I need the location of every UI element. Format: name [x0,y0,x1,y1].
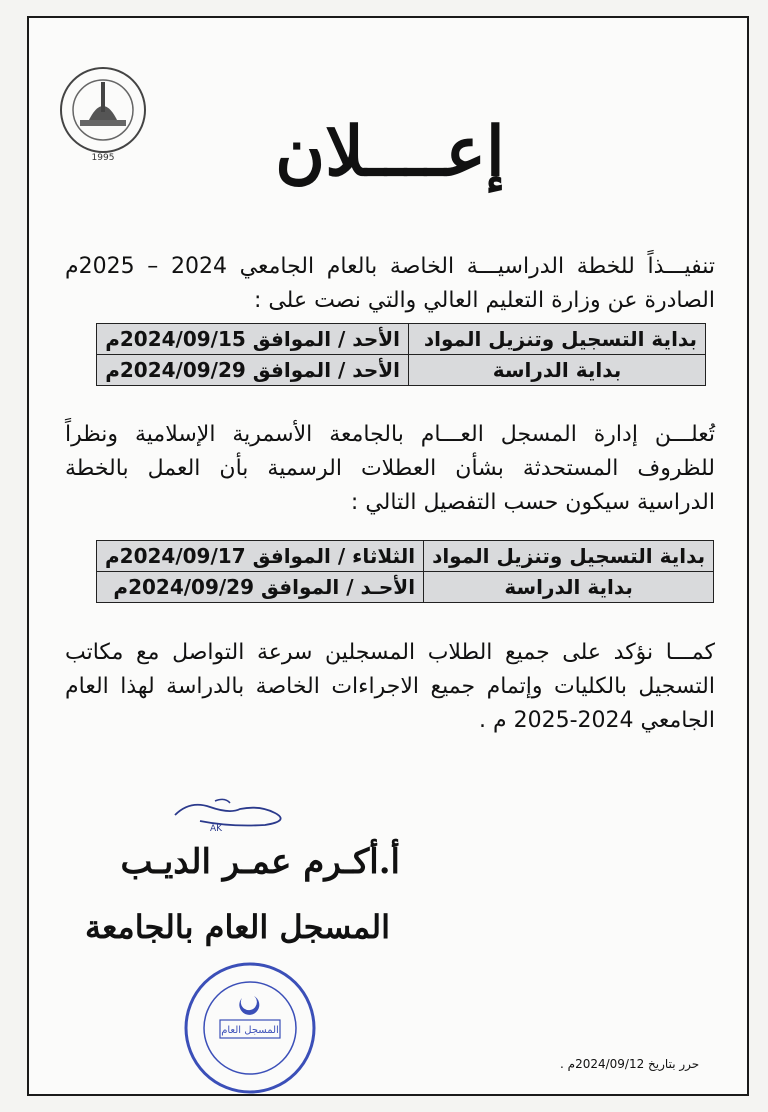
logo-year: 1995 [91,153,115,163]
table-cell-label: بداية الدراسة [409,355,706,386]
table-cell-value: الأحـد / الموافق 2024/09/29م [97,572,424,603]
table-cell-label: بداية التسجيل وتنزيل المواد [424,541,714,572]
signatory-title: المسجل العام بالجامعة [84,908,390,946]
closing-paragraph: كمـــا نؤكد على جميع الطلاب المسجلين سرعة التواصل مع مكاتب التسجيل بالكليات وإتمام جميع الاجراءات الخاصة بالدراسة لهذا العام الجامعي 2024-2025 م . [65,640,715,733]
announcement-paragraph: تُعلـــن إدارة المسجل العـــام بالجامعة الأسمرية الإسلامية ونظراً للظروف المستحدثة بشأن العطلات الرسمية بأن العمل بالخطة الدراسية سيكون حسب التفصيل التالي : [65,422,715,515]
table-cell-label: بداية التسجيل وتنزيل المواد [409,324,706,355]
intro-paragraph: تنفيـــذاً للخطة الدراسيـــة الخاصة بالعام الجامعي 2024 – 2025م الصادرة عن وزارة التعليم العالي والتي نصت على : [65,254,715,313]
updated-schedule-table [96,540,714,603]
table-cell-label: بداية الدراسة [424,572,714,603]
stamp-center-text: المسجل العام [221,1025,279,1036]
table-cell-value: الأحد / الموافق 2024/09/15م [97,324,409,355]
announcement-title: إعــــلان [275,112,505,192]
signatory-name: أ.أكـرم عمـر الديـب [120,842,400,882]
table-cell-value: الثلاثاء / الموافق 2024/09/17م [97,541,424,572]
table-row [97,572,714,603]
signature-initials: AK [210,824,223,834]
table-row [97,541,714,572]
table-row [97,355,706,386]
official-stamp [180,958,320,1098]
table-cell-value: الأحد / الموافق 2024/09/29م [97,355,409,386]
table-row [97,324,706,355]
university-logo [58,60,148,178]
original-schedule-table [96,323,706,386]
signature-scribble [170,795,300,835]
issue-date-note: حرر بتاريخ 2024/09/12م . [560,1057,700,1071]
